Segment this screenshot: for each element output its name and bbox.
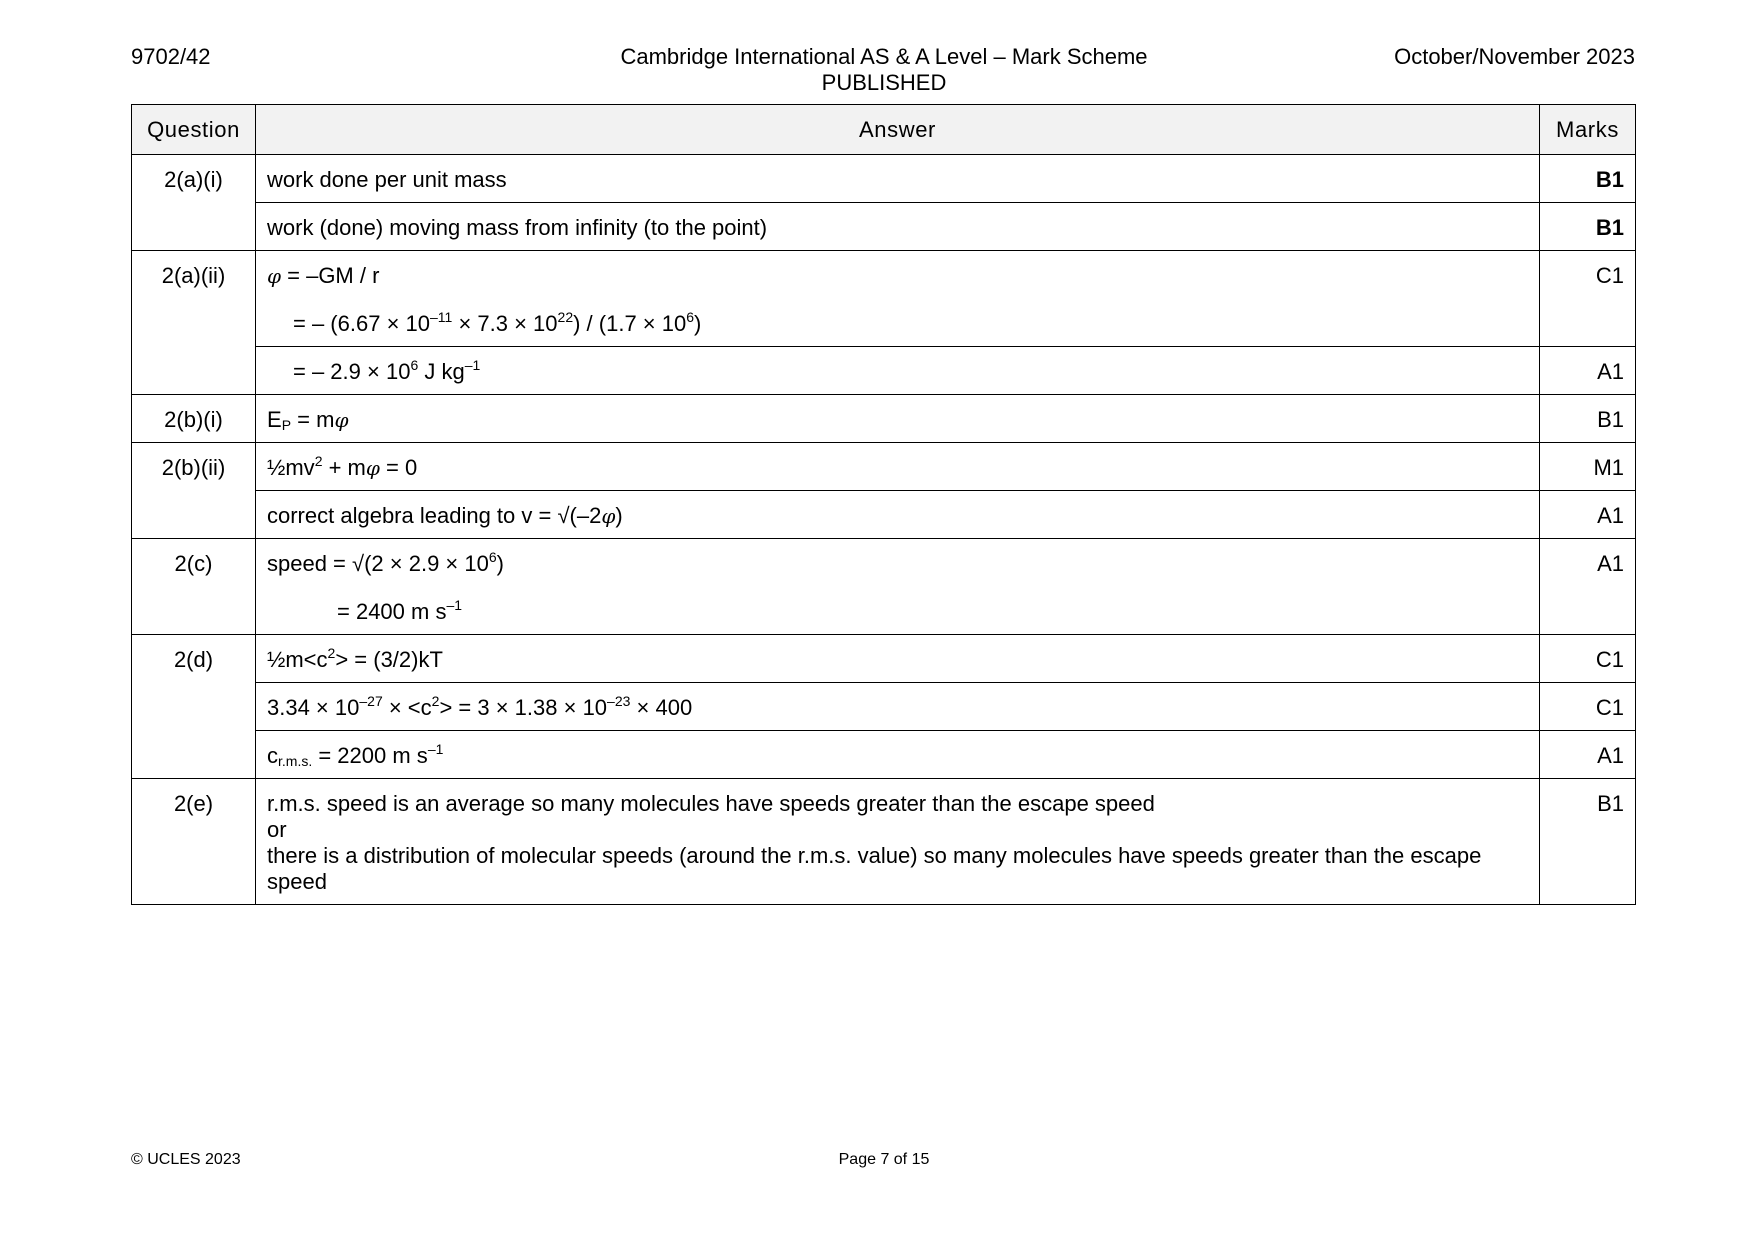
- column-header-marks: Marks: [1540, 105, 1636, 155]
- phi-symbol: φ: [334, 408, 349, 432]
- answer-line: [267, 311, 1528, 337]
- equation-text: > = (3/2)kT: [335, 647, 443, 672]
- subscript: r.m.s.: [278, 753, 313, 769]
- superscript: –1: [427, 741, 444, 757]
- exam-session: October/November 2023: [1394, 44, 1635, 69]
- superscript: 6: [686, 309, 695, 325]
- answer-line: [267, 263, 1528, 289]
- table-row: [132, 779, 1636, 905]
- equation-text: ) / (1.7 × 10: [573, 311, 687, 336]
- equation-text: ): [694, 311, 702, 336]
- mark-scheme-table: [131, 104, 1636, 905]
- mark-cell: C1: [1540, 251, 1636, 347]
- equation-text: ): [496, 551, 504, 576]
- table-row: [132, 347, 1636, 395]
- equation-text: speed = √(2 × 2.9 × 10: [267, 551, 489, 576]
- paper-code: 9702/42: [131, 44, 211, 69]
- question-number: 2(e): [132, 779, 256, 905]
- superscript: 6: [488, 549, 497, 565]
- mark-cell: A1: [1540, 347, 1636, 395]
- superscript: –11: [430, 309, 453, 325]
- answer-line: r.m.s. speed is an average so many molecules have speeds greater than the escape speed: [267, 791, 1155, 816]
- table-row: [132, 539, 1636, 635]
- equation-text: = – 2.9 × 10: [293, 359, 411, 384]
- superscript: –1: [446, 597, 463, 613]
- answer-cell: [256, 635, 1540, 683]
- question-number: 2(a)(i): [132, 155, 256, 251]
- published-label: PUBLISHED: [821, 70, 947, 95]
- superscript: 2: [327, 645, 336, 661]
- equation-text: ½m<c: [267, 647, 328, 672]
- table-row: [132, 203, 1636, 251]
- table-row: [132, 251, 1636, 347]
- table-row: [132, 155, 1636, 203]
- mark-cell: B1: [1540, 395, 1636, 443]
- answer-cell: [256, 251, 1540, 347]
- mark-cell: A1: [1540, 539, 1636, 635]
- mark-cell: M1: [1540, 443, 1636, 491]
- equation-text: × 7.3 × 10: [452, 311, 558, 336]
- page-number: Page 7 of 15: [838, 1151, 930, 1168]
- subscript: P: [281, 417, 292, 433]
- title-line: Cambridge International AS & A Level – Mark Scheme: [620, 44, 1148, 69]
- table-row: [132, 683, 1636, 731]
- answer-cell: [256, 539, 1540, 635]
- equation-text: E: [267, 407, 282, 432]
- mark-cell: B1: [1540, 203, 1636, 251]
- equation-text: > = 3 × 1.38 × 10: [439, 695, 608, 720]
- superscript: –1: [464, 357, 481, 373]
- mark-cell: C1: [1540, 635, 1636, 683]
- equation-text: 3.34 × 10: [267, 695, 360, 720]
- superscript: 22: [557, 309, 574, 325]
- mark-cell: B1: [1540, 155, 1636, 203]
- equation-text: = m: [291, 407, 335, 432]
- equation-text: ½mv: [267, 455, 315, 480]
- mark-cell: A1: [1540, 491, 1636, 539]
- mark-cell: B1: [1540, 779, 1636, 905]
- equation-text: × 400: [630, 695, 693, 720]
- equation-text: ): [615, 503, 623, 528]
- equation-text: = 2400 m s: [337, 599, 447, 624]
- copyright-notice: © UCLES 2023: [131, 1151, 241, 1168]
- answer-cell: [256, 683, 1540, 731]
- mark-cell: A1: [1540, 731, 1636, 779]
- question-number: 2(d): [132, 635, 256, 779]
- equation-text: c: [267, 743, 278, 768]
- column-header-answer: Answer: [256, 105, 1540, 155]
- superscript: –27: [359, 693, 383, 709]
- answer-cell: [256, 347, 1540, 395]
- question-number: 2(a)(ii): [132, 251, 256, 395]
- superscript: –23: [607, 693, 631, 709]
- phi-symbol: φ: [601, 504, 616, 528]
- table-row: [132, 395, 1636, 443]
- column-header-question: Question: [132, 105, 256, 155]
- superscript: 6: [410, 357, 419, 373]
- table-row: [132, 443, 1636, 491]
- answer-line: [267, 599, 1528, 625]
- equation-text: + m: [322, 455, 366, 480]
- table-header-row: [132, 105, 1636, 155]
- question-number: 2(b)(i): [132, 395, 256, 443]
- answer-cell: work done per unit mass: [256, 155, 1540, 203]
- answer-line: [267, 359, 1528, 385]
- answer-line: or: [267, 817, 287, 842]
- phi-symbol: φ: [365, 456, 380, 480]
- equation-text: correct algebra leading to v = √(–2: [267, 503, 602, 528]
- equation-text: × <c: [382, 695, 432, 720]
- phi-symbol: φ: [267, 264, 282, 288]
- equation-text: = 2200 m s: [312, 743, 428, 768]
- superscript: 2: [314, 453, 323, 469]
- equation-text: = 0: [379, 455, 418, 480]
- answer-cell: work (done) moving mass from infinity (to the point): [256, 203, 1540, 251]
- answer-line: [267, 551, 1528, 577]
- answer-cell: [256, 779, 1540, 905]
- question-number: 2(c): [132, 539, 256, 635]
- table-row: [132, 491, 1636, 539]
- equation-text: = – (6.67 × 10: [293, 311, 430, 336]
- answer-cell: [256, 395, 1540, 443]
- superscript: 2: [431, 693, 440, 709]
- equation-text: J kg: [418, 359, 465, 384]
- mark-cell: C1: [1540, 683, 1636, 731]
- answer-cell: [256, 491, 1540, 539]
- answer-cell: [256, 731, 1540, 779]
- answer-cell: [256, 443, 1540, 491]
- answer-line: there is a distribution of molecular speeds (around the r.m.s. value) so many molecules have speeds greater than the escape speed: [267, 843, 1482, 894]
- question-number: 2(b)(ii): [132, 443, 256, 539]
- table-row: [132, 635, 1636, 683]
- equation-text: = –GM / r: [281, 263, 380, 288]
- table-row: [132, 731, 1636, 779]
